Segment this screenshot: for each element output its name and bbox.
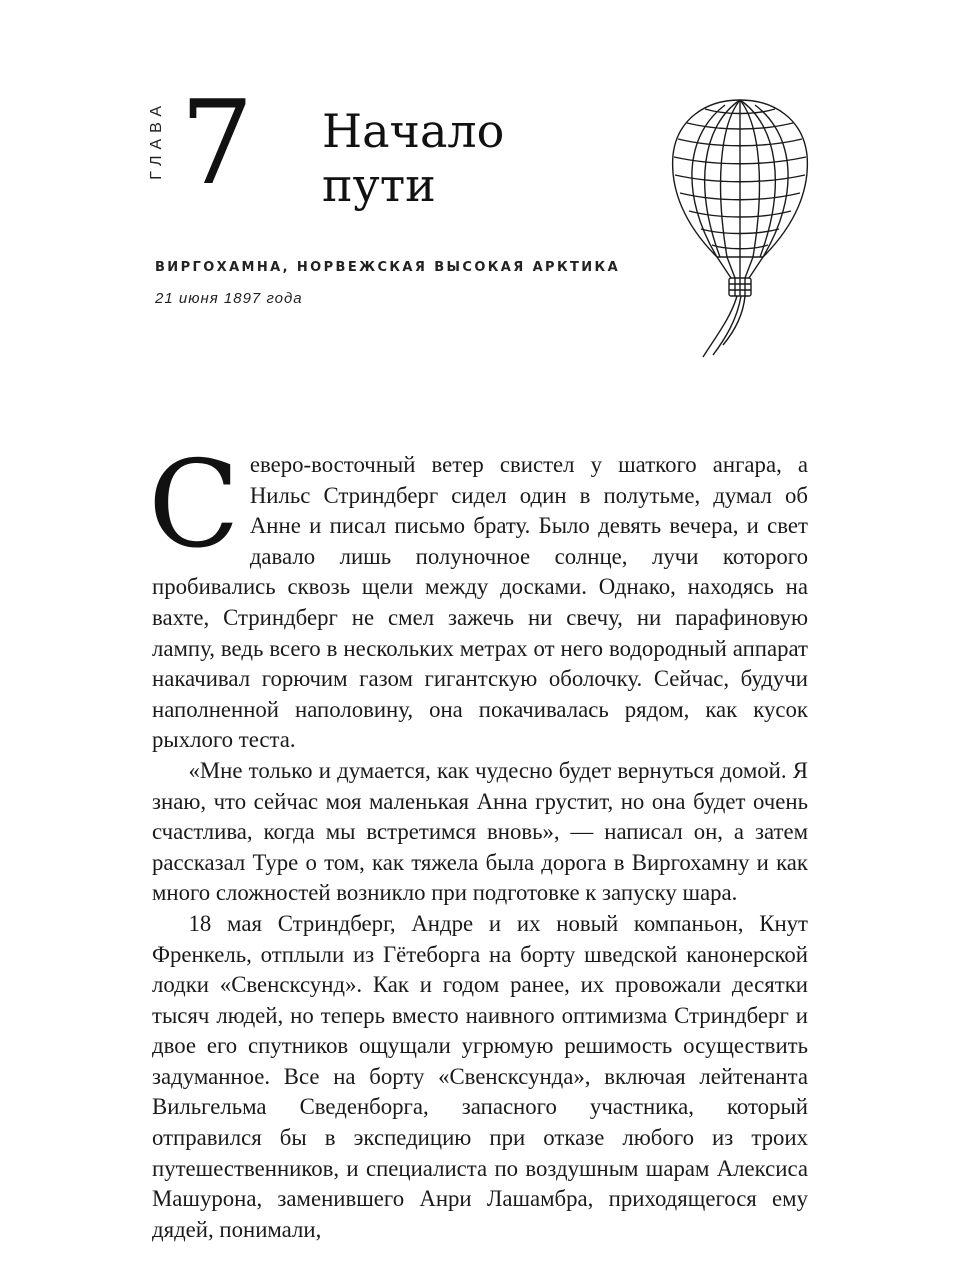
chapter-number: 7 — [180, 76, 254, 211]
paragraph-1-text: еверо-восточный ветер свистел у шаткого ангара, а Нильс Стриндберг сидел один в полутьме, думал об Анне и писал письмо брату. Было девять вечера, и свет давало лишь полуночное солнце, лучи которого пробивались сквозь щели между досками. Однако, находясь на вахте, Стриндберг не смел зажечь ни свечу, ни парафиновую лампу, ведь всего в нескольких метрах от него водородный аппарат накачивал горючим газом гигантскую оболочку. Сейчас, будучи наполненной наполовину, она покачивалась рядом, как кусок рыхлого теста. — [152, 452, 808, 753]
paragraph-1 — [148, 436, 808, 756]
date-heading: 21 июня 1897 года — [155, 290, 303, 307]
location-heading: ВИРГОХАМНА, НОРВЕЖСКАЯ ВЫСОКАЯ АРКТИКА — [155, 260, 621, 275]
chapter-title — [322, 104, 504, 212]
chapter-body — [148, 436, 808, 1245]
chapter-title-line-2: пути — [322, 158, 436, 212]
paragraph-2: «Мне только и думается, как чудесно будет вернуться домой. Я знаю, что сейчас моя маленькая Анна грустит, но она будет очень счастлива, когда мы встретимся вновь», — написал он, а затем рассказал Туре о том, как тяжела была дорога в Виргохамну и как много сложностей возникло при подготовке к запуску шара. — [152, 757, 808, 906]
hot-air-balloon-icon — [665, 95, 815, 360]
paragraph-3: 18 мая Стриндберг, Андре и их новый компаньон, Кнут Френкель, отплыли из Гётеборга на борту шведской канонерской лодки «Свенсксунд». Как и годом ранее, их провожали десятки тысяч людей, но теперь вместо наивного оптимизма Стриндберг и двое его спутников ощущали угрюмую решимость осуществить задуманное. Все на борту «Свенсксунда», включая лейтенанта Вильгельма Сведенборга, запасного участника, который отправился бы в экспедицию при отказе любого из троих путешественников, и специалиста по воздушным шарам Алексиса Машурона, заменившего Анри Лашамбра, приходящегося ему дядей, понимали, — [152, 910, 808, 1242]
drop-cap: С — [148, 436, 240, 575]
chapter-label: ГЛАВА — [148, 100, 165, 180]
chapter-title-line-1: Начало — [322, 104, 505, 158]
